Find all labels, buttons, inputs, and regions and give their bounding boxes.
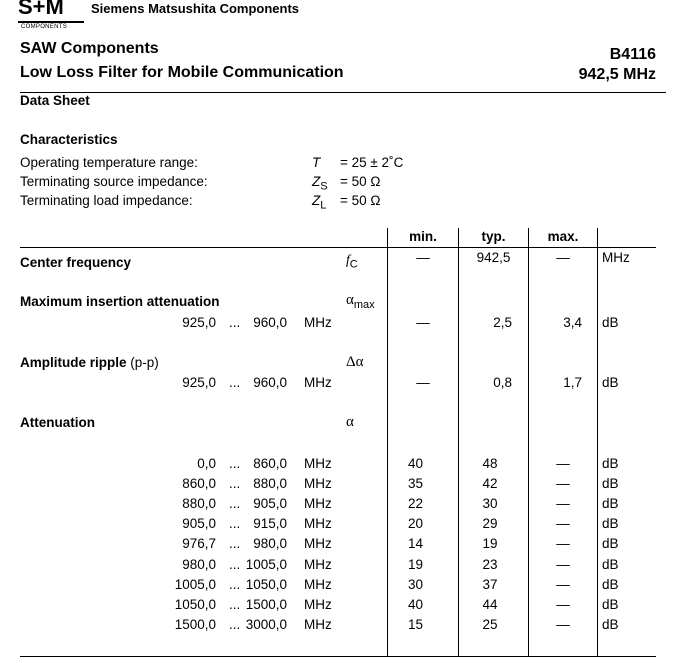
logo-subtext: COMPONENTS bbox=[21, 24, 68, 30]
center-frequency-typ: 942,5 bbox=[476, 250, 511, 265]
ripple-sep: ... bbox=[229, 375, 241, 390]
attenuation-to: 905,0 bbox=[253, 496, 287, 511]
insertion-to: 960,0 bbox=[253, 315, 287, 330]
attenuation-min: 19 bbox=[407, 557, 424, 572]
attenuation-sep: ... bbox=[229, 557, 241, 572]
ripple-min: — bbox=[416, 375, 430, 390]
attenuation-range-unit: MHz bbox=[304, 536, 332, 551]
col-header-max: max. bbox=[547, 229, 579, 244]
ripple-unit: dB bbox=[602, 375, 619, 390]
insertion-symbol: $\alpha_{max}$ bbox=[346, 292, 375, 311]
attenuation-typ: 44 bbox=[482, 597, 498, 612]
attenuation-to: 860,0 bbox=[253, 456, 287, 471]
insertion-typ: 2,5 bbox=[493, 315, 512, 330]
attenuation-typ: 48 bbox=[482, 456, 498, 471]
attenuation-unit: dB bbox=[602, 536, 619, 551]
doc-type: Data Sheet bbox=[20, 93, 90, 108]
center-frequency-min: — bbox=[416, 250, 430, 265]
attenuation-typ: 19 bbox=[482, 536, 498, 551]
attenuation-sep: ... bbox=[229, 456, 241, 471]
attenuation-typ: 29 bbox=[482, 516, 498, 531]
attenuation-range-unit: MHz bbox=[304, 496, 332, 511]
attenuation-sep: ... bbox=[229, 597, 241, 612]
attenuation-typ: 25 bbox=[482, 617, 498, 632]
attenuation-max: — bbox=[556, 557, 570, 572]
attenuation-to: 1500,0 bbox=[245, 597, 287, 612]
attenuation-max: — bbox=[556, 536, 570, 551]
insertion-sep: ... bbox=[229, 315, 241, 330]
attenuation-unit: dB bbox=[602, 456, 619, 471]
logo-underline bbox=[18, 21, 84, 23]
attenuation-unit: dB bbox=[602, 496, 619, 511]
attenuation-range-unit: MHz bbox=[304, 476, 332, 491]
attenuation-from: 880,0 bbox=[182, 496, 216, 511]
col-header-min: min. bbox=[409, 229, 437, 244]
attenuation-sep: ... bbox=[229, 617, 241, 632]
doc-title-1: SAW Components bbox=[20, 40, 159, 57]
attenuation-min: 40 bbox=[407, 456, 424, 471]
attenuation-min: 14 bbox=[407, 536, 424, 551]
part-number: B4116 bbox=[609, 46, 656, 63]
insertion-max: 3,4 bbox=[563, 315, 582, 330]
attenuation-sep: ... bbox=[229, 476, 241, 491]
attenuation-min: 22 bbox=[407, 496, 424, 511]
attenuation-min: 15 bbox=[407, 617, 424, 632]
attenuation-to: 1005,0 bbox=[245, 557, 287, 572]
attenuation-unit: dB bbox=[602, 577, 619, 592]
attenuation-sep: ... bbox=[229, 536, 241, 551]
table-top-rule bbox=[20, 247, 656, 248]
attenuation-min: 40 bbox=[407, 597, 424, 612]
attenuation-max: — bbox=[556, 617, 570, 632]
attenuation-min: 30 bbox=[407, 577, 424, 592]
insertion-min: — bbox=[416, 315, 430, 330]
part-frequency: 942,5 MHz bbox=[578, 66, 656, 83]
company-name: Siemens Matsushita Components bbox=[91, 1, 300, 16]
insertion-from: 925,0 bbox=[182, 315, 216, 330]
attenuation-max: — bbox=[556, 597, 570, 612]
attenuation-max: — bbox=[556, 496, 570, 511]
attenuation-to: 1050,0 bbox=[245, 577, 287, 592]
attenuation-from: 1005,0 bbox=[174, 577, 216, 592]
characteristic-label: Operating temperature range: bbox=[20, 155, 198, 170]
characteristic-value: = 25 ± 2˚C bbox=[340, 155, 404, 170]
ripple-typ: 0,8 bbox=[493, 375, 512, 390]
attenuation-to: 915,0 bbox=[253, 516, 287, 531]
doc-title-2: Low Loss Filter for Mobile Communication bbox=[20, 64, 344, 81]
insertion-unit: dB bbox=[602, 315, 619, 330]
attenuation-from: 976,7 bbox=[182, 536, 216, 551]
attenuation-from: 1050,0 bbox=[174, 597, 216, 612]
attenuation-unit: dB bbox=[602, 557, 619, 572]
center-frequency-symbol: $f_C$ bbox=[346, 252, 358, 271]
attenuation-typ: 42 bbox=[482, 476, 498, 491]
attenuation-from: 905,0 bbox=[182, 516, 216, 531]
attenuation-range-unit: MHz bbox=[304, 456, 332, 471]
characteristic-label: Terminating source impedance: bbox=[20, 174, 208, 189]
header-divider bbox=[20, 92, 666, 93]
characteristic-symbol: $Z_S$ bbox=[312, 174, 328, 193]
insertion-label: Maximum insertion attenuation bbox=[20, 294, 220, 309]
ripple-to: 960,0 bbox=[253, 375, 287, 390]
attenuation-sep: ... bbox=[229, 516, 241, 531]
ripple-max: 1,7 bbox=[563, 375, 582, 390]
attenuation-max: — bbox=[556, 516, 570, 531]
attenuation-symbol: α bbox=[346, 414, 354, 430]
attenuation-range-unit: MHz bbox=[304, 617, 332, 632]
attenuation-max: — bbox=[556, 456, 570, 471]
attenuation-range-unit: MHz bbox=[304, 577, 332, 592]
attenuation-range-unit: MHz bbox=[304, 516, 332, 531]
characteristic-symbol: T bbox=[312, 155, 321, 170]
characteristic-symbol: $Z_L$ bbox=[312, 193, 327, 212]
attenuation-unit: dB bbox=[602, 476, 619, 491]
characteristic-value: = 50 Ω bbox=[340, 174, 381, 189]
characteristic-label: Terminating load impedance: bbox=[20, 193, 193, 208]
attenuation-unit: dB bbox=[602, 516, 619, 531]
ripple-from: 925,0 bbox=[182, 375, 216, 390]
attenuation-range-unit: MHz bbox=[304, 597, 332, 612]
ripple-range-unit: MHz bbox=[304, 375, 332, 390]
attenuation-from: 980,0 bbox=[182, 557, 216, 572]
attenuation-label: Attenuation bbox=[20, 415, 95, 430]
insertion-range-unit: MHz bbox=[304, 315, 332, 330]
logo: S+M bbox=[18, 0, 64, 19]
col-divider-4 bbox=[597, 228, 598, 656]
attenuation-to: 3000,0 bbox=[245, 617, 287, 632]
attenuation-min: 35 bbox=[407, 476, 424, 491]
attenuation-sep: ... bbox=[229, 577, 241, 592]
center-frequency-label: Center frequency bbox=[20, 255, 132, 270]
characteristics-heading: Characteristics bbox=[20, 132, 118, 147]
attenuation-to: 980,0 bbox=[253, 536, 287, 551]
attenuation-min: 20 bbox=[407, 516, 424, 531]
attenuation-from: 0,0 bbox=[197, 456, 216, 471]
center-frequency-unit: MHz bbox=[602, 250, 630, 265]
attenuation-to: 880,0 bbox=[253, 476, 287, 491]
attenuation-max: — bbox=[556, 577, 570, 592]
attenuation-range-unit: MHz bbox=[304, 557, 332, 572]
attenuation-typ: 30 bbox=[482, 496, 498, 511]
col-header-typ: typ. bbox=[481, 229, 506, 244]
ripple-symbol: Δα bbox=[346, 354, 364, 370]
attenuation-sep: ... bbox=[229, 496, 241, 511]
attenuation-unit: dB bbox=[602, 597, 619, 612]
attenuation-from: 860,0 bbox=[182, 476, 216, 491]
attenuation-typ: 37 bbox=[482, 577, 498, 592]
ripple-label: Amplitude ripple (p-p) bbox=[20, 355, 159, 370]
attenuation-unit: dB bbox=[602, 617, 619, 632]
table-bottom-rule bbox=[20, 656, 656, 657]
characteristic-value: = 50 Ω bbox=[340, 193, 381, 208]
attenuation-typ: 23 bbox=[482, 557, 498, 572]
attenuation-max: — bbox=[556, 476, 570, 491]
attenuation-from: 1500,0 bbox=[174, 617, 216, 632]
center-frequency-max: — bbox=[556, 250, 570, 265]
